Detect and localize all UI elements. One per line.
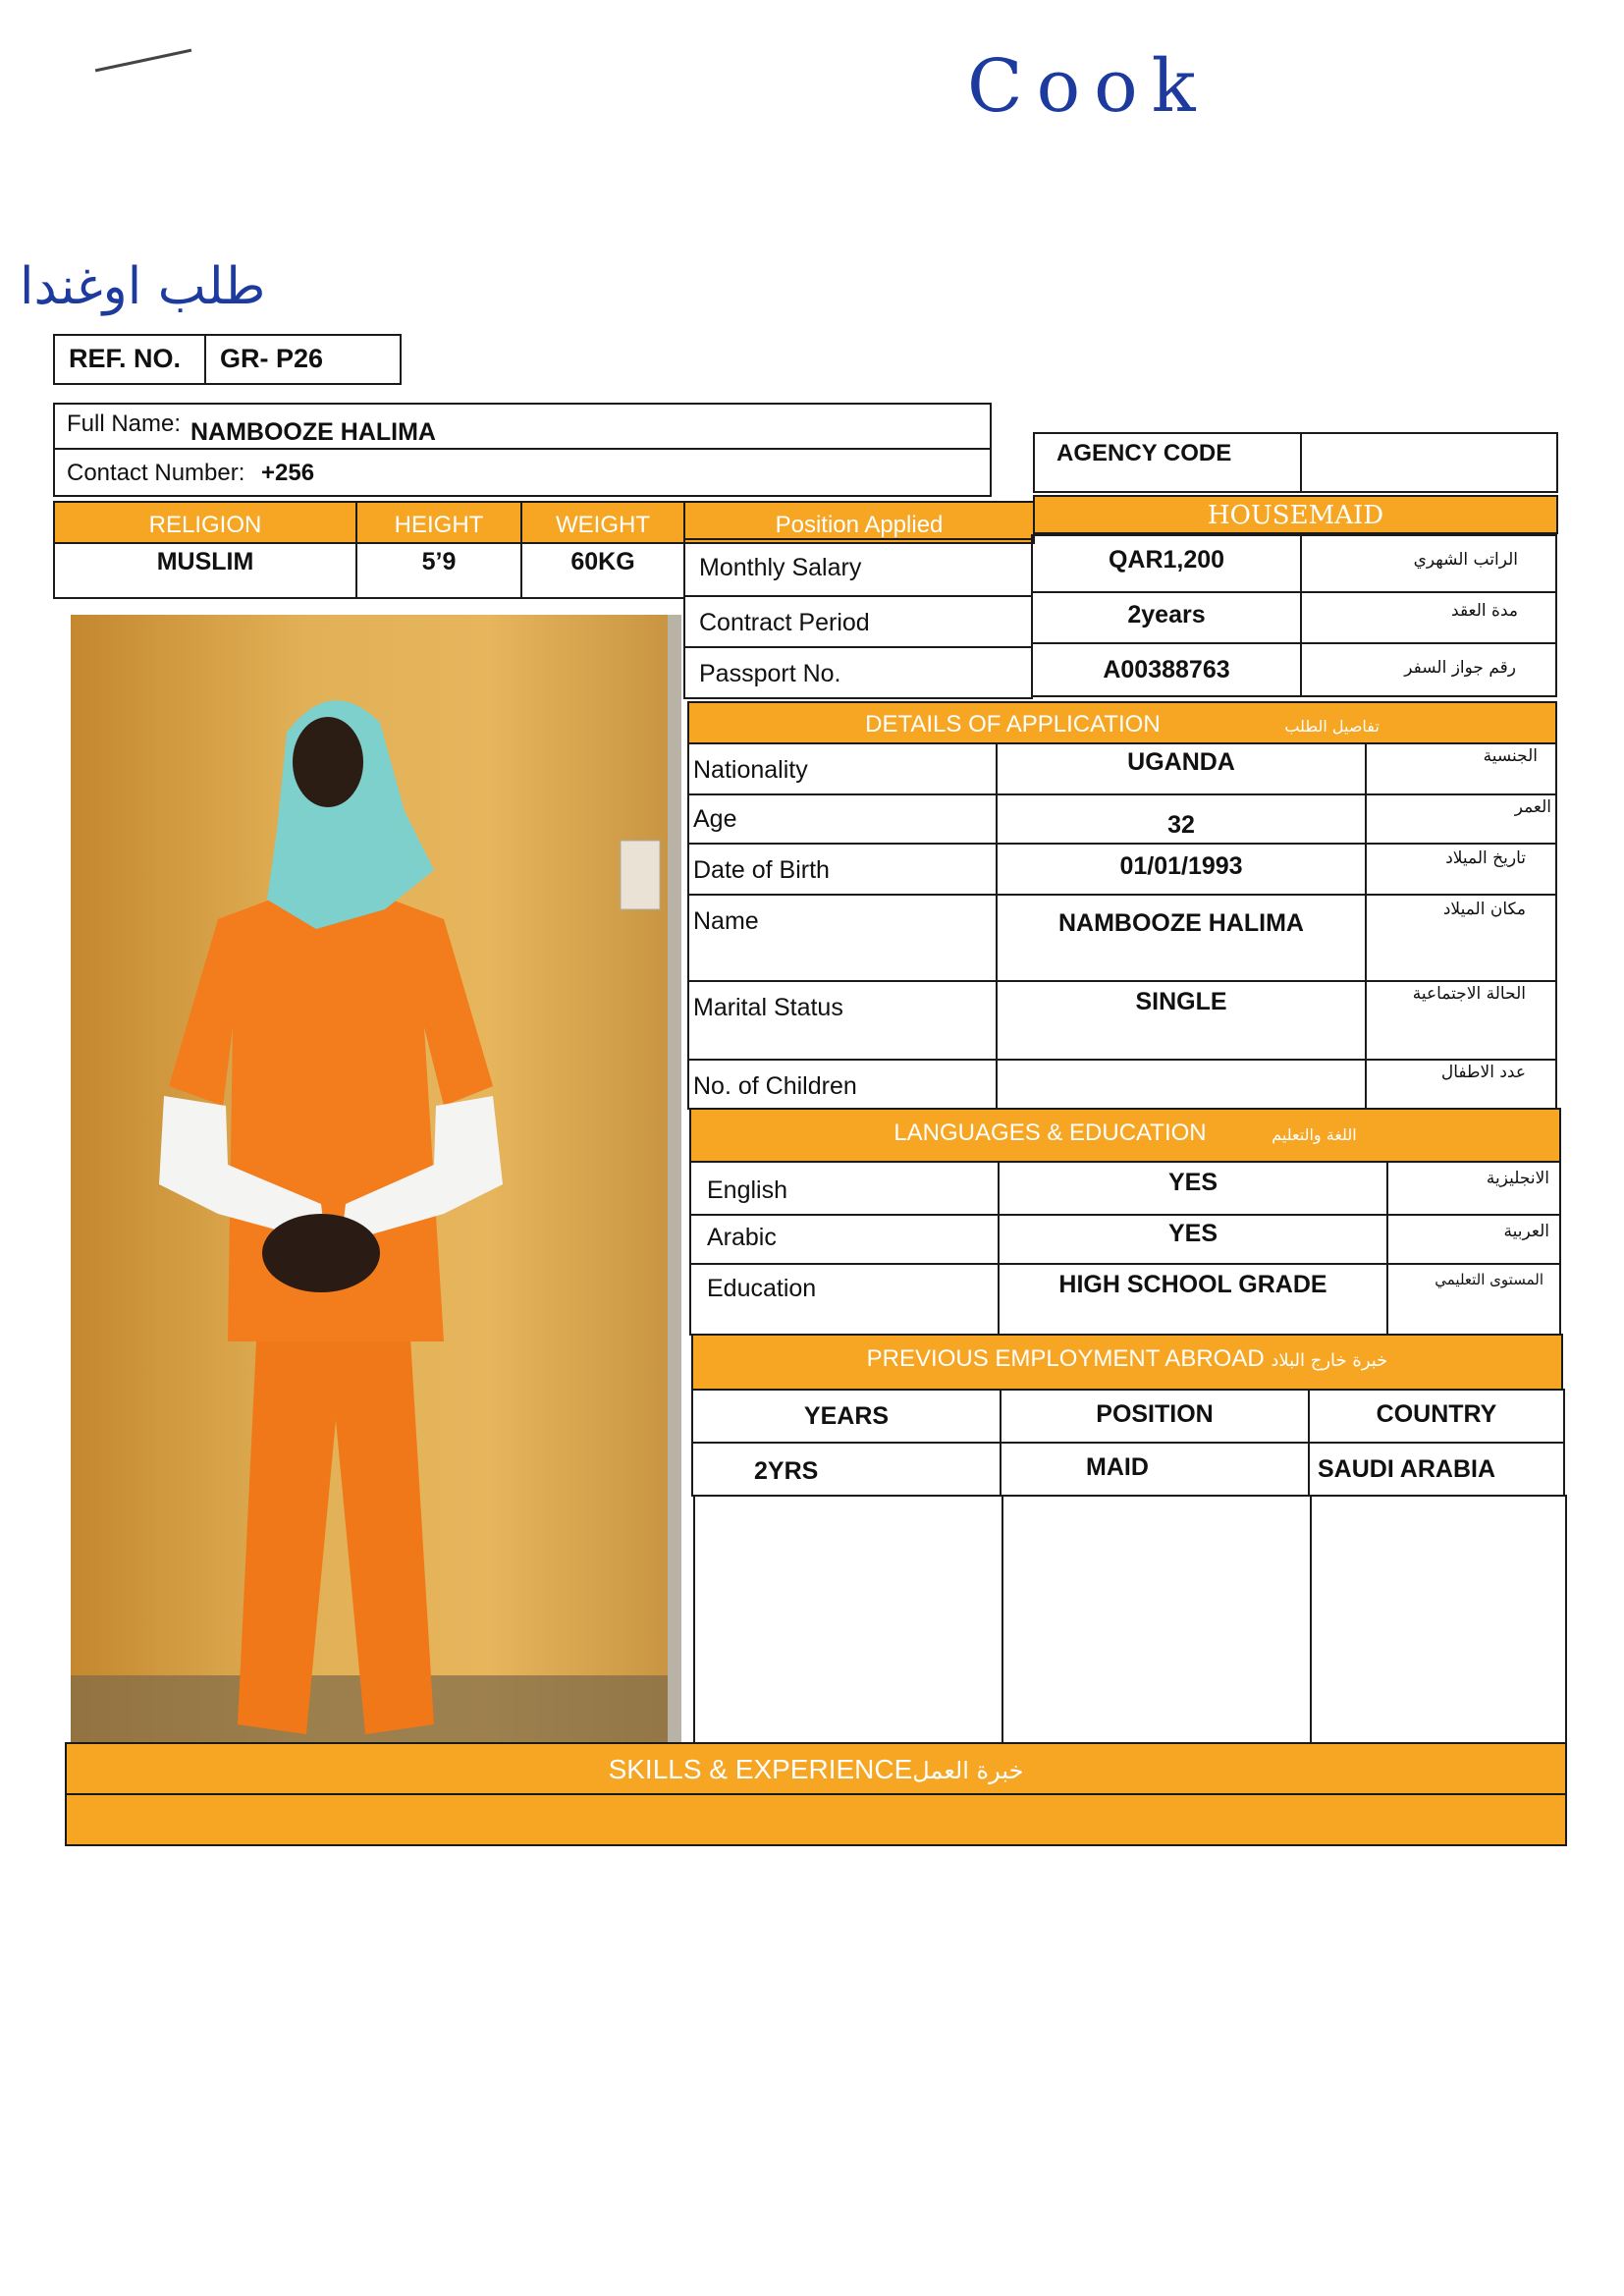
- weight-value: 60KG: [520, 542, 685, 599]
- details-row: [687, 843, 998, 896]
- details-row-label: Age: [693, 805, 737, 833]
- height-header: HEIGHT: [355, 501, 522, 544]
- employment-row-position-cell: [1000, 1442, 1310, 1497]
- position-row: [683, 595, 1033, 648]
- ref-label: REF. NO.: [69, 344, 182, 373]
- languages-title-arabic: اللغة والتعليم: [1272, 1125, 1357, 1144]
- employment-empty-cell: [1310, 1495, 1567, 1744]
- position-row-value: A00388763: [1031, 642, 1302, 697]
- religion-value: MUSLIM: [53, 542, 357, 599]
- details-row-arabic: تاريخ الميلاد: [1365, 843, 1557, 896]
- applicant-figure: [71, 615, 668, 1746]
- employment-header: [691, 1334, 1563, 1391]
- ref-value: GR- P26: [220, 344, 324, 373]
- name-contact-box: [53, 403, 992, 497]
- details-row-label: Date of Birth: [693, 856, 830, 884]
- employment-col-position: POSITION: [1000, 1389, 1310, 1444]
- details-row: [687, 980, 998, 1061]
- position-row-label: Passport No.: [699, 660, 841, 687]
- details-row-arabic: عدد الاطفال: [1365, 1059, 1557, 1110]
- skills-body: [65, 1793, 1567, 1846]
- language-row-value: YES: [998, 1161, 1388, 1216]
- applicant-photo: [71, 615, 681, 1746]
- height-value: 5’9: [355, 542, 522, 599]
- details-row: [687, 793, 998, 845]
- details-row-arabic: الجنسية: [1365, 742, 1557, 795]
- full-name-label: Full Name:: [67, 410, 182, 437]
- pen-stroke: [95, 49, 191, 73]
- details-row: [687, 894, 998, 982]
- weight-header: WEIGHT: [520, 501, 685, 544]
- language-row-label: Arabic: [707, 1224, 777, 1251]
- employment-position: MAID: [1086, 1453, 1149, 1481]
- details-row-label: No. of Children: [693, 1072, 857, 1100]
- handwritten-arabic-note: طلب اوغندا: [20, 257, 266, 316]
- details-row-label: Nationality: [693, 756, 808, 784]
- details-title: DETAILS OF APPLICATION: [865, 711, 1161, 738]
- language-row-label: Education: [707, 1275, 817, 1302]
- details-row: [687, 1059, 998, 1110]
- ref-divider: [204, 336, 206, 383]
- position-row-value: 2years: [1031, 591, 1302, 644]
- details-title-arabic: تفاصيل الطلب: [1284, 717, 1380, 736]
- details-row-value: 32: [996, 793, 1367, 845]
- full-name-value: NAMBOOZE HALIMA: [190, 418, 436, 446]
- handwritten-cook-note: Cook: [967, 44, 1210, 129]
- details-row-arabic: العمر: [1365, 793, 1557, 845]
- languages-header: [689, 1108, 1561, 1163]
- employment-col-country: COUNTRY: [1308, 1389, 1565, 1444]
- language-row: [689, 1161, 1000, 1216]
- employment-col-years: YEARS: [691, 1389, 1001, 1444]
- languages-title: LANGUAGES & EDUCATION: [893, 1120, 1207, 1146]
- religion-header: RELIGION: [53, 501, 357, 544]
- employment-empty-cell: [693, 1495, 1003, 1744]
- agency-code-label: AGENCY CODE: [1056, 440, 1232, 466]
- position-row-arabic: رقم جواز السفر: [1300, 642, 1557, 697]
- skills-header: [65, 1742, 1567, 1795]
- employment-empty-cell: [1001, 1495, 1312, 1744]
- language-row-value: YES: [998, 1214, 1388, 1265]
- agency-code-divider: [1300, 434, 1302, 491]
- employment-row-country-cell: [1308, 1442, 1565, 1497]
- position-row: [683, 538, 1033, 597]
- position-row-label: Monthly Salary: [699, 554, 862, 581]
- ref-box: [53, 334, 402, 385]
- details-row-value: UGANDA: [996, 742, 1367, 795]
- position-row-arabic: مدة العقد: [1300, 591, 1557, 644]
- position-row: [683, 646, 1033, 699]
- details-row-label: Marital Status: [693, 994, 843, 1021]
- contact-label: Contact Number:: [67, 460, 245, 486]
- employment-years: 2YRS: [754, 1457, 819, 1485]
- details-row-arabic: الحالة الاجتماعية: [1365, 980, 1557, 1061]
- employment-title: PREVIOUS EMPLOYMENT ABROAD: [866, 1345, 1265, 1372]
- details-row-value: SINGLE: [996, 980, 1367, 1061]
- details-row-value: [996, 1059, 1367, 1110]
- position-row-arabic: الراتب الشهري: [1300, 534, 1557, 593]
- employment-title-arabic: خبرة خارج البلاد: [1271, 1350, 1388, 1371]
- details-row: [687, 742, 998, 795]
- details-header: [687, 701, 1557, 744]
- language-row-arabic: المستوى التعليمي: [1386, 1263, 1561, 1336]
- language-row-value: HIGH SCHOOL GRADE: [998, 1263, 1388, 1336]
- name-divider: [55, 448, 990, 450]
- employment-country: SAUDI ARABIA: [1318, 1455, 1496, 1483]
- language-row: [689, 1214, 1000, 1265]
- language-row-arabic: الانجليزية: [1386, 1161, 1561, 1216]
- details-row-value: 01/01/1993: [996, 843, 1367, 896]
- skills-title: SKILLS & EXPERIENCE: [608, 1754, 913, 1784]
- contact-value: +256: [261, 460, 315, 486]
- employment-row-years-cell: [691, 1442, 1001, 1497]
- position-applied-value: HOUSEMAID: [1033, 495, 1558, 534]
- language-row-label: English: [707, 1176, 787, 1204]
- language-row: [689, 1263, 1000, 1336]
- position-row-label: Contract Period: [699, 609, 870, 636]
- skills-title-arabic: خبرة العمل: [912, 1757, 1024, 1784]
- details-row-arabic: مكان الميلاد: [1365, 894, 1557, 982]
- language-row-arabic: العربية: [1386, 1214, 1561, 1265]
- position-row-value: QAR1,200: [1031, 534, 1302, 593]
- details-row-value: NAMBOOZE HALIMA: [996, 894, 1367, 982]
- agency-code-box: [1033, 432, 1558, 493]
- details-row-label: Name: [693, 907, 759, 935]
- position-applied-header: Position Applied: [683, 501, 1035, 544]
